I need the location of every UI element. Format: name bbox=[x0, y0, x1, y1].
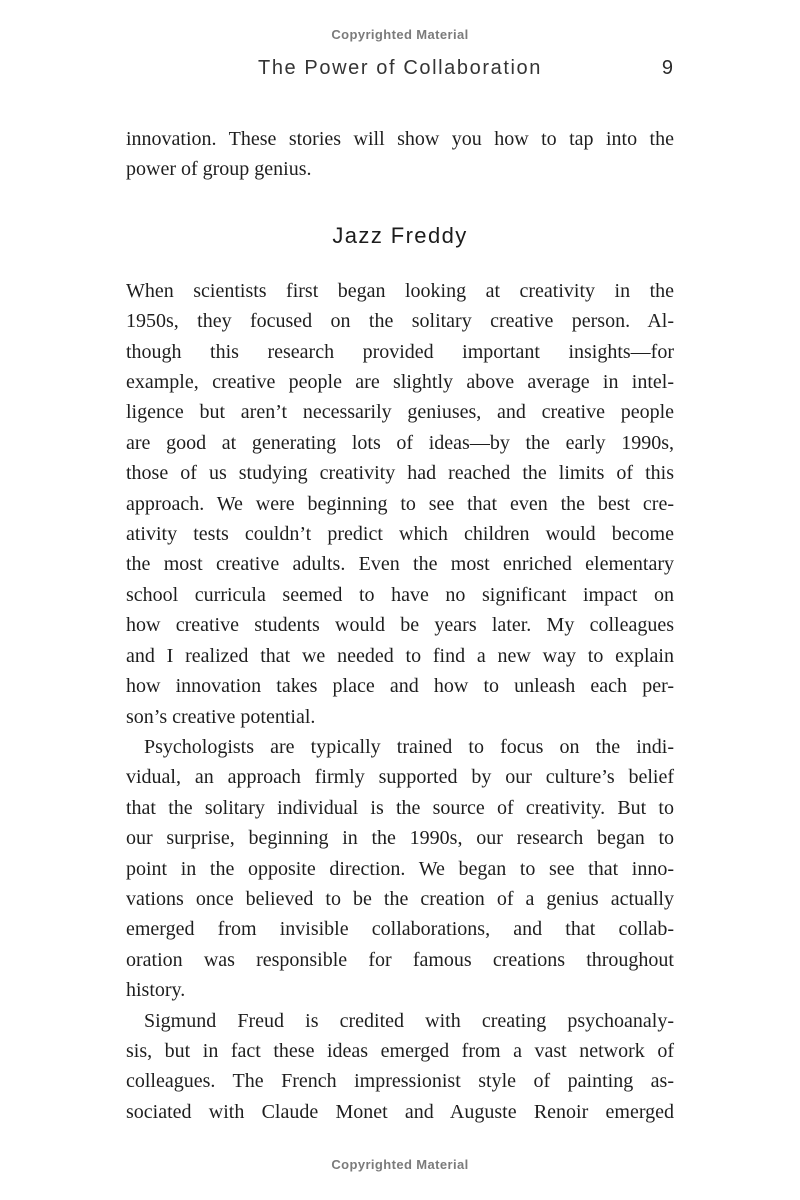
body-line: our surprise, beginning in the 1990s, our research began to bbox=[126, 827, 674, 850]
body-line: innovation. These stories will show you how to tap into the bbox=[126, 128, 674, 150]
body-line: though this research provided important insights—for bbox=[126, 340, 674, 363]
body-line: power of group genius. bbox=[126, 158, 312, 181]
body-line: Sigmund Freud is credited with creating psychoanaly- bbox=[144, 1009, 674, 1032]
body-line: that the solitary individual is the source of creativity. But to bbox=[126, 796, 674, 819]
body-line: emerged from invisible collaborations, and that collab- bbox=[126, 918, 674, 941]
body-line: the most creative adults. Even the most enriched elementary bbox=[126, 553, 674, 576]
body-line: how creative students would be years later. My colleagues bbox=[126, 614, 674, 637]
body-line: example, creative people are slightly above average in intel- bbox=[126, 371, 674, 394]
body-line: history. bbox=[126, 979, 186, 1002]
body-line: approach. We were beginning to see that even the best cre- bbox=[126, 492, 674, 515]
body-line: oration was responsible for famous creations throughout bbox=[126, 948, 674, 971]
running-head-title: The Power of Collaboration bbox=[258, 57, 542, 79]
paragraph-group bbox=[126, 276, 674, 1127]
body-line: sociated with Claude Monet and Auguste Renoir emerged bbox=[126, 1100, 674, 1123]
running-head bbox=[0, 57, 800, 83]
body-line: 1950s, they focused on the solitary creative person. Al- bbox=[126, 310, 674, 333]
body-paragraph bbox=[126, 732, 674, 1006]
body-line: vations once believed to be the creation of a genius actually bbox=[126, 887, 674, 910]
body-paragraph bbox=[126, 276, 674, 732]
body-line: When scientists first began looking at creativity in the bbox=[126, 279, 674, 302]
body-paragraph bbox=[126, 1006, 674, 1128]
page-number: 9 bbox=[661, 57, 673, 79]
continuation-paragraph bbox=[126, 124, 674, 185]
section-heading: Jazz Freddy bbox=[332, 222, 468, 248]
body-line: how innovation takes place and how to unleash each per- bbox=[126, 675, 674, 698]
body-line: school curricula seemed to have no significant impact on bbox=[126, 583, 674, 606]
body-line: ligence but aren’t necessarily geniuses, and creative people bbox=[126, 401, 674, 424]
text-column bbox=[126, 124, 674, 1127]
body-line: are good at generating lots of ideas—by the early 1990s, bbox=[126, 431, 674, 454]
body-line: sis, but in fact these ideas emerged from a vast network of bbox=[126, 1039, 674, 1062]
body-line: colleagues. The French impressionist style of painting as- bbox=[126, 1070, 674, 1093]
copyright-notice-top: Copyrighted Material bbox=[331, 27, 469, 42]
body-line: those of us studying creativity had reached the limits of this bbox=[126, 462, 674, 485]
body-line: vidual, an approach firmly supported by our culture’s belief bbox=[126, 766, 674, 789]
body-line: Psychologists are typically trained to focus on the indi- bbox=[144, 735, 674, 758]
body-line: son’s creative potential. bbox=[126, 705, 316, 728]
body-line: and I realized that we needed to find a new way to explain bbox=[126, 644, 674, 667]
body-line: point in the opposite direction. We began to see that inno- bbox=[126, 857, 674, 880]
copyright-notice-bottom: Copyrighted Material bbox=[331, 1157, 469, 1172]
body-line: ativity tests couldn’t predict which children would become bbox=[126, 523, 674, 546]
